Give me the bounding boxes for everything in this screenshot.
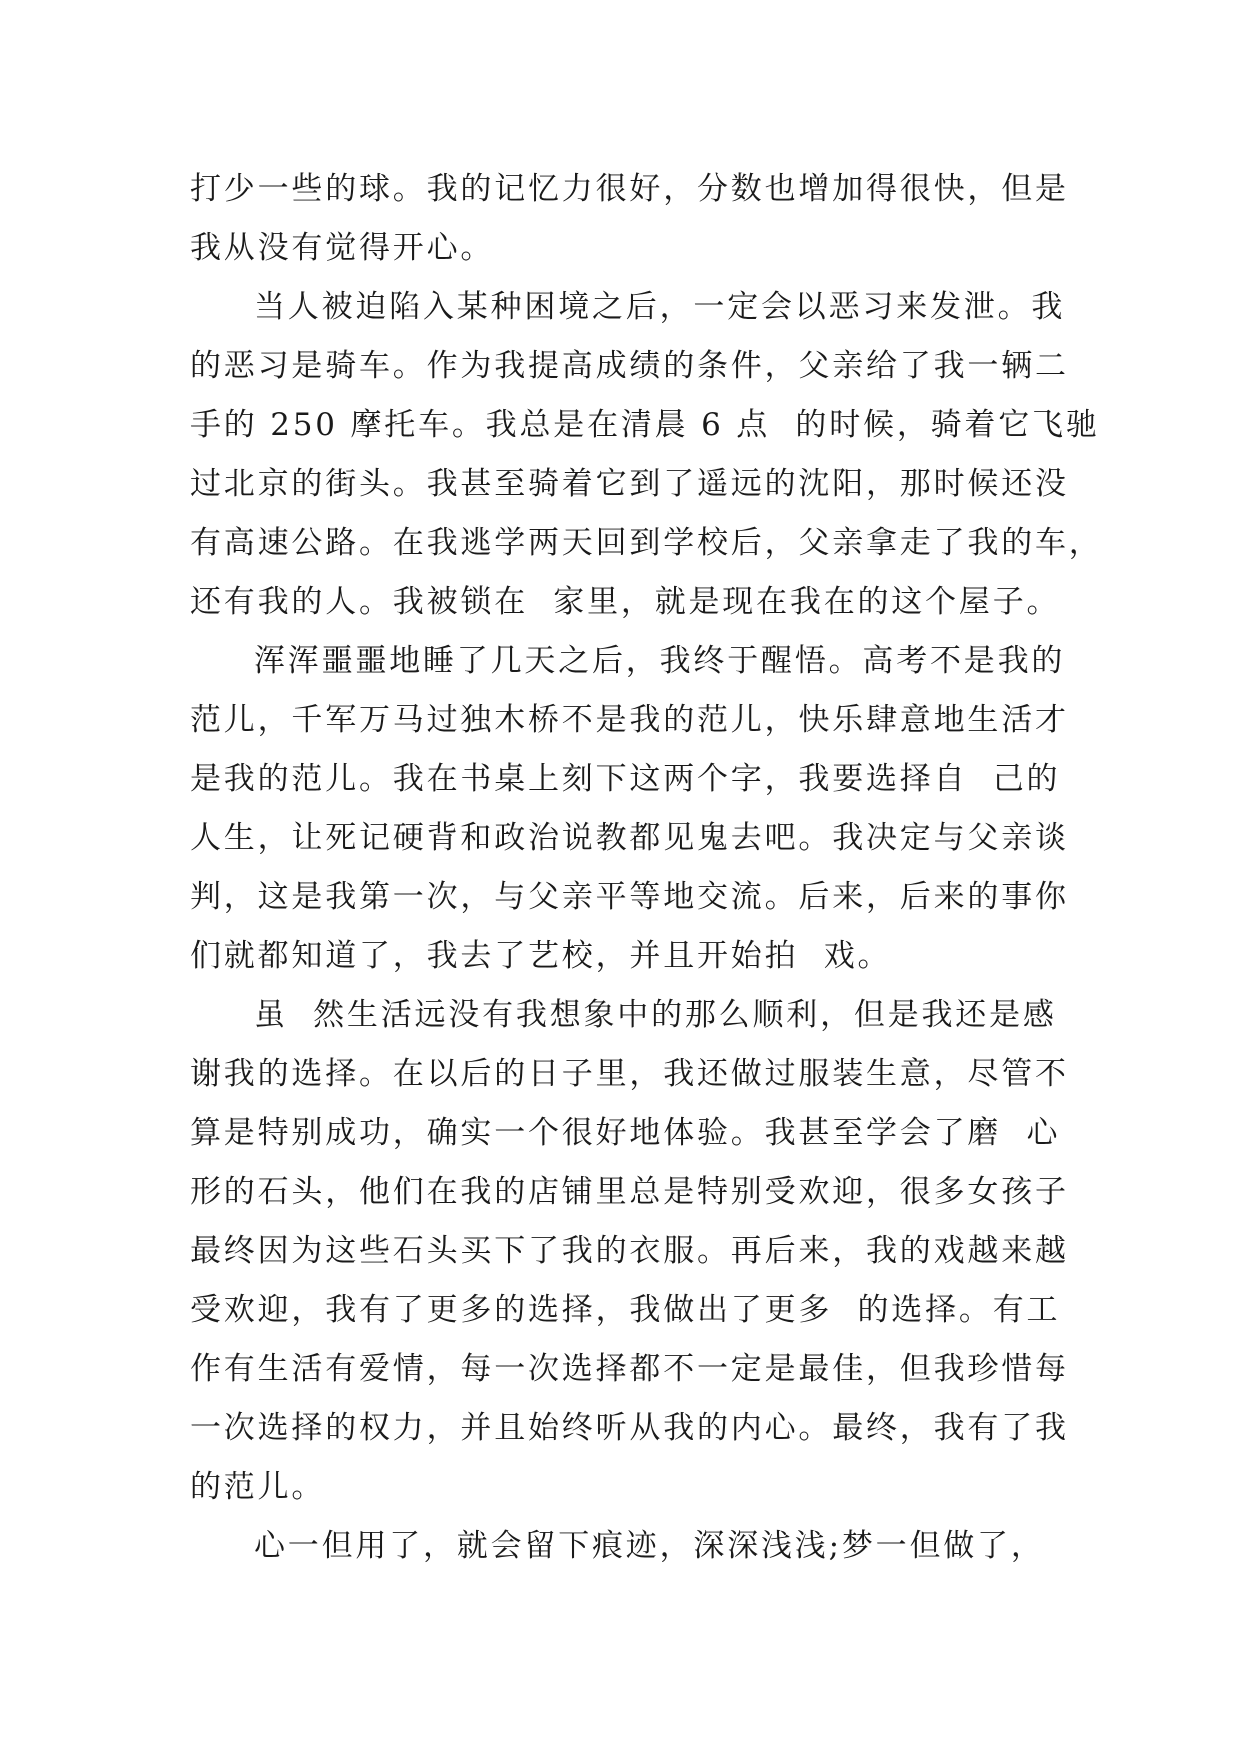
text-line: 谢我的选择。在以后的日子里，我还做过服装生意，尽管不 — [190, 1056, 1069, 1092]
text-line: 范儿，千军万马过独木桥不是我的范儿，快乐肆意地生活才 — [190, 702, 1069, 738]
text-line: 打少一些的球。我的记忆力很好，分数也增加得很快，但是 — [190, 171, 1069, 207]
text-line: 们就都知道了，我去了艺校，并且开始拍 戏。 — [190, 938, 892, 974]
text-line: 最终因为这些石头买下了我的衣服。再后来，我的戏越来越 — [190, 1233, 1069, 1269]
text-line: 还有我的人。我被锁在 家里，就是现在我在的这个屋子。 — [190, 584, 1061, 620]
text-line: 算是特别成功，确实一个很好地体验。我甚至学会了磨 心 — [190, 1115, 1061, 1151]
text-line: 我从没有觉得开心。 — [190, 230, 495, 266]
text-line: 过北京的街头。我甚至骑着它到了遥远的沈阳，那时候还没 — [190, 466, 1069, 502]
text-line: 有高速公路。在我逃学两天回到学校后，父亲拿走了我的车， — [190, 525, 1103, 561]
text-line: 作有生活有爱情，每一次选择都不一定是最佳，但我珍惜每 — [190, 1351, 1069, 1387]
text-line: 人生，让死记硬背和政治说教都见鬼去吧。我决定与父亲谈 — [190, 820, 1069, 856]
text-line: 形的石头，他们在我的店铺里总是特别受欢迎，很多女孩子 — [190, 1174, 1069, 1210]
text-line: 受欢迎，我有了更多的选择，我做出了更多 的选择。有工 — [190, 1292, 1061, 1328]
text-line: 手的 250 摩托车。我总是在清晨 6 点 的时候，骑着它飞驰 — [190, 407, 1100, 443]
text-line: 当人被迫陷入某种困境之后，一定会以恶习来发泄。我 — [254, 289, 1066, 325]
text-line: 浑浑噩噩地睡了几天之后，我终于醒悟。高考不是我的 — [254, 643, 1066, 679]
text-line: 的范儿。 — [190, 1469, 326, 1505]
text-line: 判，这是我第一次，与父亲平等地交流。后来，后来的事你 — [190, 879, 1069, 915]
text-line: 一次选择的权力，并且始终听从我的内心。最终，我有了我 — [190, 1410, 1069, 1446]
text-line: 的恶习是骑车。作为我提高成绩的条件，父亲给了我一辆二 — [190, 348, 1069, 384]
text-line: 心一但用了，就会留下痕迹，深深浅浅;梦一但做了， — [254, 1528, 1045, 1564]
body-text — [190, 160, 1103, 1576]
text-line: 是我的范儿。我在书桌上刻下这两个字，我要选择自 己的 — [190, 761, 1061, 797]
text-line: 虽 然生活远没有我想象中的那么顺利，但是我还是感 — [254, 997, 1057, 1033]
